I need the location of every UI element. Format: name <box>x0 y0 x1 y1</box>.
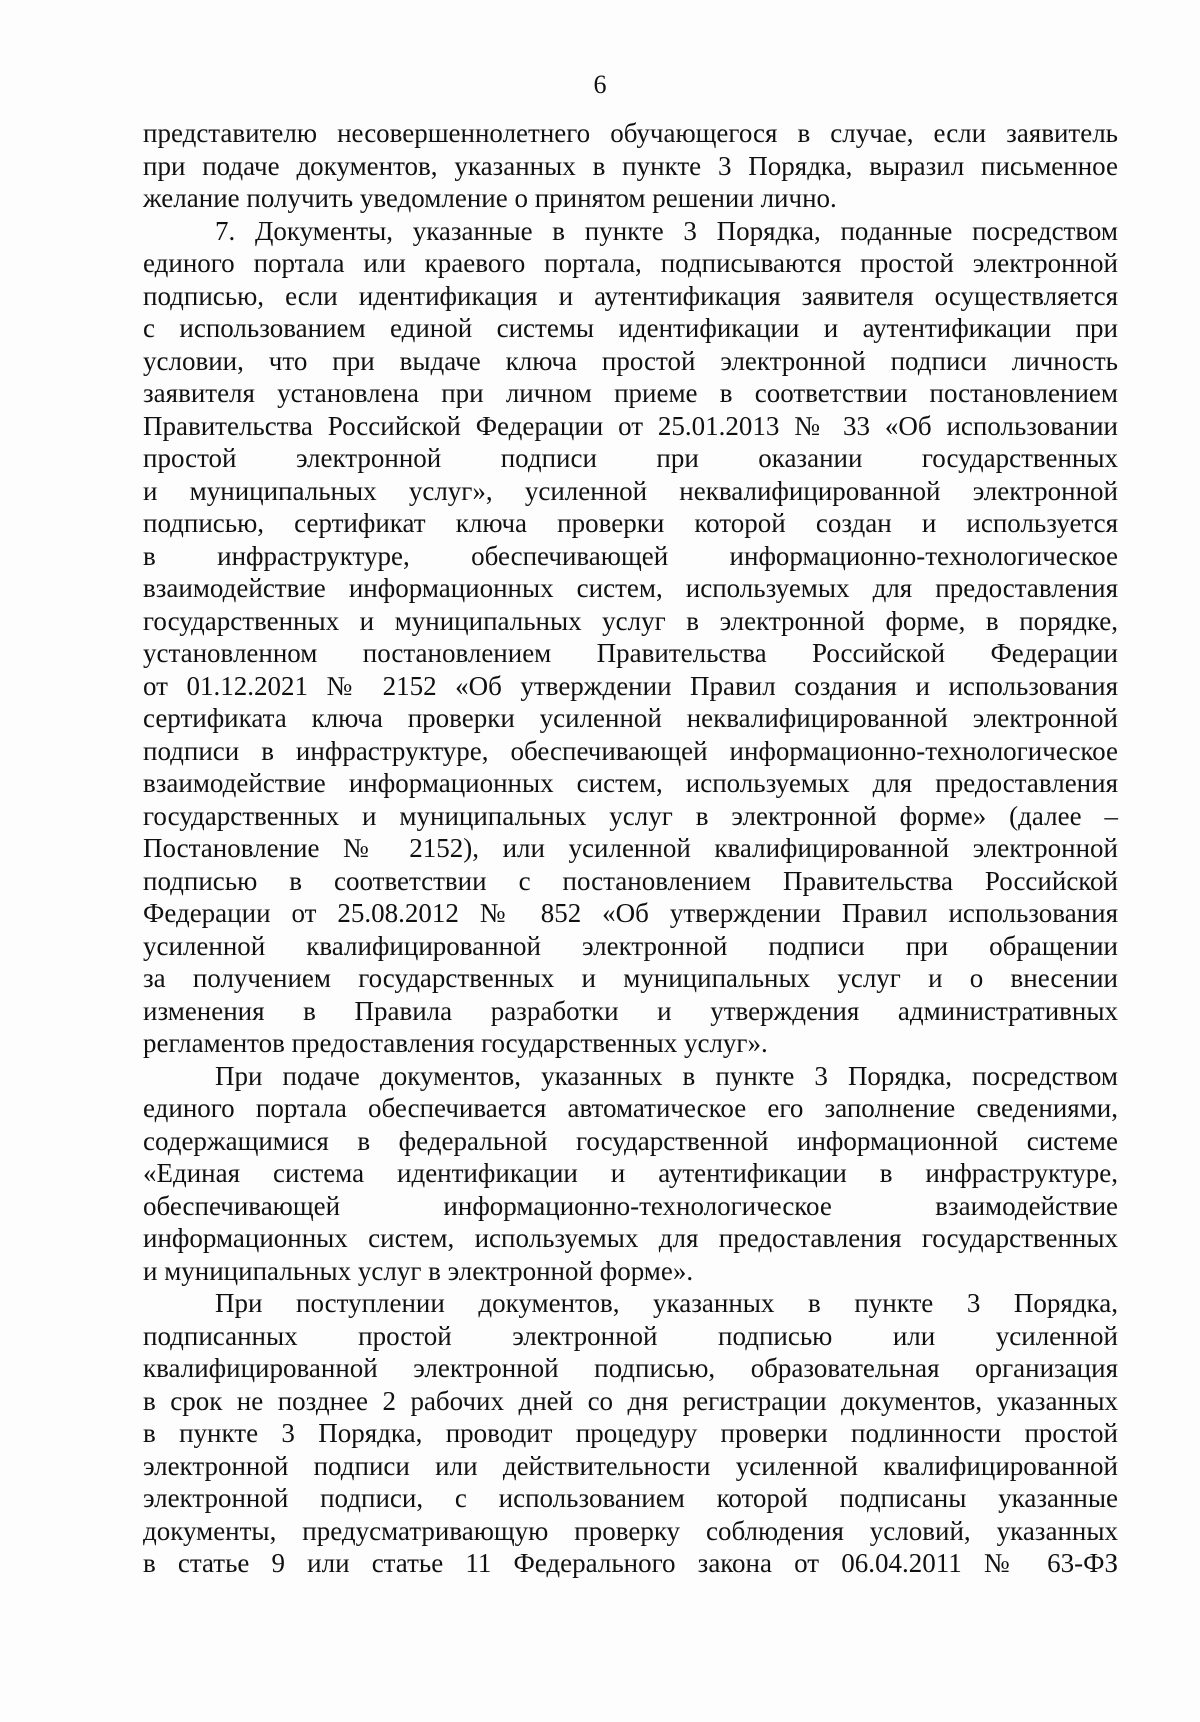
text-line: единого портала или краевого портала, подписываются простой электронной <box>143 248 1118 278</box>
text-line: и муниципальных услуг в электронной форме». <box>143 1255 694 1286</box>
text-line: в статье 9 или статье 11 Федерального закона от 06.04.2011 № 63-ФЗ <box>143 1548 1118 1578</box>
text-line: представителю несовершеннолетнего обучающегося в случае, если заявитель <box>143 118 1118 148</box>
text-line: документы, предусматривающую проверку соблюдения условий, указанных <box>143 1515 1118 1546</box>
text-line: с использованием единой системы идентификации и аутентификации при <box>143 313 1118 343</box>
text-line: взаимодействие информационных систем, используемых для предоставления <box>143 768 1118 798</box>
document-body <box>143 117 1118 1580</box>
text-line: «Единая система идентификации и аутентификации в инфраструктуре, <box>143 1158 1118 1188</box>
text-line: подписью, сертификат ключа проверки которой создан и используется <box>143 508 1118 538</box>
text-line: единого портала обеспечивается автоматическое его заполнение сведениями, <box>143 1093 1118 1123</box>
text-line: усиленной квалифицированной электронной подписи при обращении <box>143 930 1118 961</box>
text-line: в пункте 3 Порядка, проводит процедуру проверки подлинности простой <box>143 1418 1118 1448</box>
page-number: 6 <box>593 70 607 99</box>
text-line: за получением государственных и муниципальных услуг и о внесении <box>143 963 1118 993</box>
text-line: подписанных простой электронной подписью или усиленной <box>143 1320 1118 1351</box>
text-line: Федерации от 25.08.2012 № 852 «Об утверждении Правил использования <box>143 898 1118 928</box>
text-line: и муниципальных услуг», усиленной неквалифицированной электронной <box>143 475 1118 506</box>
text-line: регламентов предоставления государственных услуг». <box>143 1028 768 1058</box>
text-line: изменения в Правила разработки и утверждения административных <box>143 995 1118 1026</box>
text-line: желание получить уведомление о принятом решении лично. <box>143 183 837 213</box>
text-line: информационных систем, используемых для предоставления государственных <box>143 1223 1118 1253</box>
text-line: взаимодействие информационных систем, используемых для предоставления <box>143 573 1118 603</box>
text-line: подписью, если идентификация и аутентификация заявителя осуществляется <box>143 280 1118 311</box>
text-line: электронной подписи или действительности усиленной квалифицированной <box>143 1450 1118 1481</box>
text-line: Правительства Российской Федерации от 25.01.2013 № 33 «Об использовании <box>143 410 1118 441</box>
text-line: электронной подписи, с использованием которой подписаны указанные <box>143 1483 1118 1513</box>
text-line: установленном постановлением Правительства Российской Федерации <box>143 638 1118 668</box>
text-line: государственных и муниципальных услуг в электронной форме, в порядке, <box>143 605 1118 636</box>
text-line: условии, что при выдаче ключа простой электронной подписи личность <box>143 345 1118 376</box>
text-line: государственных и муниципальных услуг в электронной форме» (далее – <box>143 800 1118 831</box>
text-line: 7. Документы, указанные в пункте 3 Порядка, поданные посредством <box>215 215 1118 246</box>
text-line: в срок не позднее 2 рабочих дней со дня регистрации документов, указанных <box>143 1385 1118 1416</box>
text-line: При поступлении документов, указанных в пункте 3 Порядка, <box>215 1288 1118 1318</box>
text-line: простой электронной подписи при оказании государственных <box>143 443 1118 473</box>
text-line: обеспечивающей информационно-технологическое взаимодействие <box>143 1190 1118 1221</box>
text-line: заявителя установлена при личном приеме в соответствии постановлением <box>143 378 1118 408</box>
text-line: при подаче документов, указанных в пункте 3 Порядка, выразил письменное <box>143 150 1118 181</box>
text-line: подписью в соответствии с постановлением Правительства Российской <box>143 865 1118 896</box>
text-line: содержащимися в федеральной государственной информационной системе <box>143 1125 1118 1156</box>
text-line: При подаче документов, указанных в пункте 3 Порядка, посредством <box>215 1060 1118 1091</box>
text-line: в инфраструктуре, обеспечивающей информационно-технологическое <box>143 540 1118 571</box>
text-line: квалифицированной электронной подписью, образовательная организация <box>143 1353 1118 1383</box>
text-line: подписи в инфраструктуре, обеспечивающей информационно-технологическое <box>143 735 1118 766</box>
text-line: от 01.12.2021 № 2152 «Об утверждении Правил создания и использования <box>143 670 1118 701</box>
text-line: сертификата ключа проверки усиленной неквалифицированной электронной <box>143 703 1118 733</box>
text-line: Постановление № 2152), или усиленной квалифицированной электронной <box>143 833 1118 863</box>
